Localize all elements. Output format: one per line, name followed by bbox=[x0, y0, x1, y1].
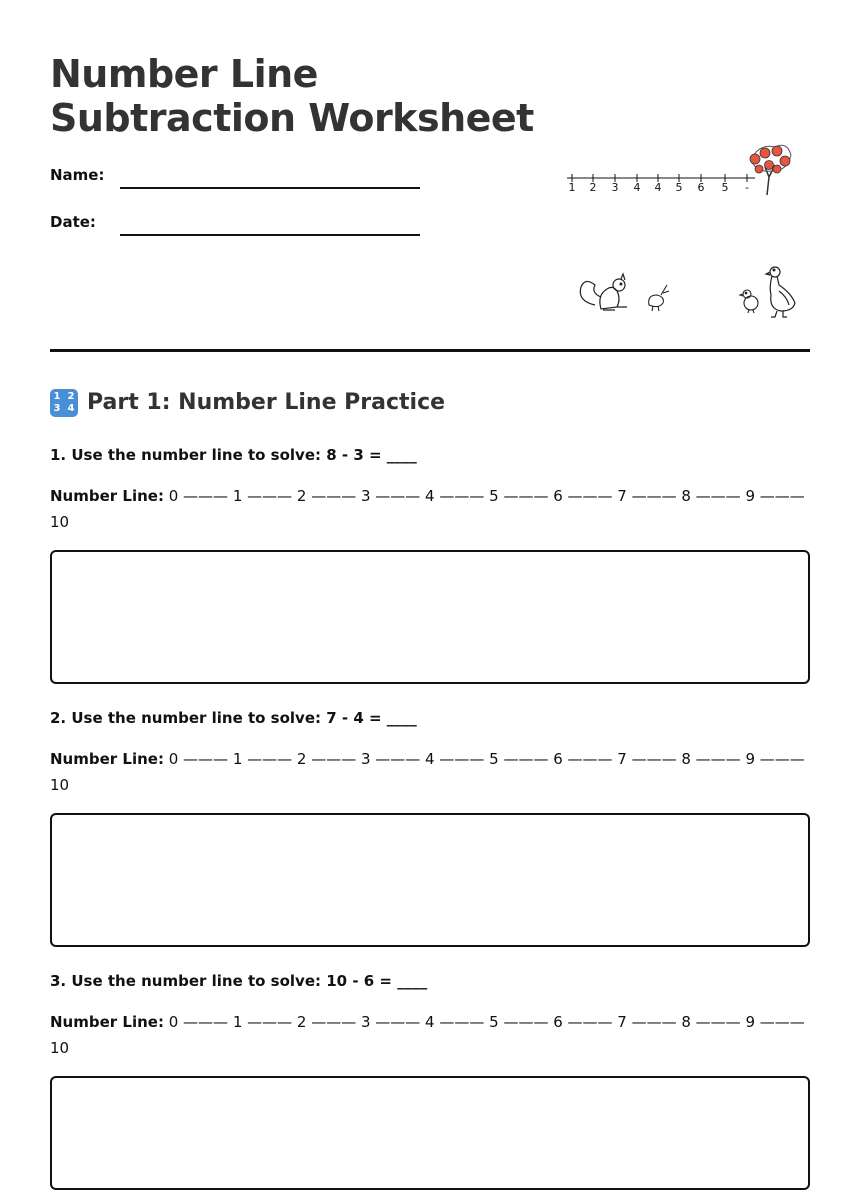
icon-digit: 2 bbox=[67, 391, 75, 402]
question-2-number-line bbox=[50, 746, 810, 798]
squirrel-icon bbox=[580, 274, 627, 310]
worksheet-title bbox=[50, 52, 534, 140]
mini-number-line bbox=[567, 174, 755, 194]
title-line-1: Number Line bbox=[50, 52, 318, 96]
question-1-number-line bbox=[50, 483, 810, 535]
question-2-prompt: 2. Use the number line to solve: 7 - 4 = ____ bbox=[50, 709, 417, 727]
mini-tick-label: 5 bbox=[675, 181, 683, 194]
question-2-answer-box[interactable] bbox=[50, 813, 810, 947]
name-field[interactable] bbox=[120, 187, 420, 189]
date-field[interactable] bbox=[120, 234, 420, 236]
title-line-2: Subtraction Worksheet bbox=[50, 96, 534, 140]
part1-title: Part 1: Number Line Practice bbox=[87, 390, 446, 415]
name-label: Name: bbox=[50, 166, 105, 184]
header-divider bbox=[50, 349, 810, 352]
question-3-number-line bbox=[50, 1009, 810, 1061]
number-line-sequence: 0 ——— 1 ——— 2 ——— 3 ——— 4 ——— 5 ——— 6 ——— 7 ——— 8 ——— 9 ——— 10 bbox=[50, 487, 805, 531]
chick-icon bbox=[740, 290, 758, 313]
question-3-answer-box[interactable] bbox=[50, 1076, 810, 1190]
number-line-label: Number Line: bbox=[50, 1013, 164, 1031]
mini-tick-label: - bbox=[745, 181, 749, 194]
part1-heading bbox=[50, 388, 445, 418]
apple-tree-icon bbox=[750, 145, 791, 195]
goose-icon bbox=[766, 267, 795, 317]
mini-tick-label: 1 bbox=[568, 181, 576, 194]
mini-tick-label: 4 bbox=[654, 181, 662, 194]
icon-digit: 3 bbox=[53, 403, 61, 414]
small-bird-icon bbox=[649, 285, 669, 311]
number-line-label: Number Line: bbox=[50, 487, 164, 505]
mini-tick-label: 5 bbox=[721, 181, 729, 194]
mini-tick-label: 4 bbox=[633, 181, 641, 194]
illustration bbox=[555, 135, 815, 325]
question-1-answer-box[interactable] bbox=[50, 550, 810, 684]
icon-digit: 1 bbox=[53, 391, 61, 402]
mini-tick-label: 2 bbox=[589, 181, 597, 194]
icon-digit: 4 bbox=[67, 403, 75, 414]
input-numbers-icon bbox=[50, 389, 78, 417]
question-3-prompt: 3. Use the number line to solve: 10 - 6 = ____ bbox=[50, 972, 428, 990]
question-1-prompt: 1. Use the number line to solve: 8 - 3 = ____ bbox=[50, 446, 417, 464]
mini-tick-label: 6 bbox=[697, 181, 705, 194]
number-line-sequence: 0 ——— 1 ——— 2 ——— 3 ——— 4 ——— 5 ——— 6 ——— 7 ——— 8 ——— 9 ——— 10 bbox=[50, 1013, 805, 1057]
number-line-sequence: 0 ——— 1 ——— 2 ——— 3 ——— 4 ——— 5 ——— 6 ——— 7 ——— 8 ——— 9 ——— 10 bbox=[50, 750, 805, 794]
number-line-label: Number Line: bbox=[50, 750, 164, 768]
date-label: Date: bbox=[50, 213, 96, 231]
mini-tick-label: 3 bbox=[611, 181, 619, 194]
